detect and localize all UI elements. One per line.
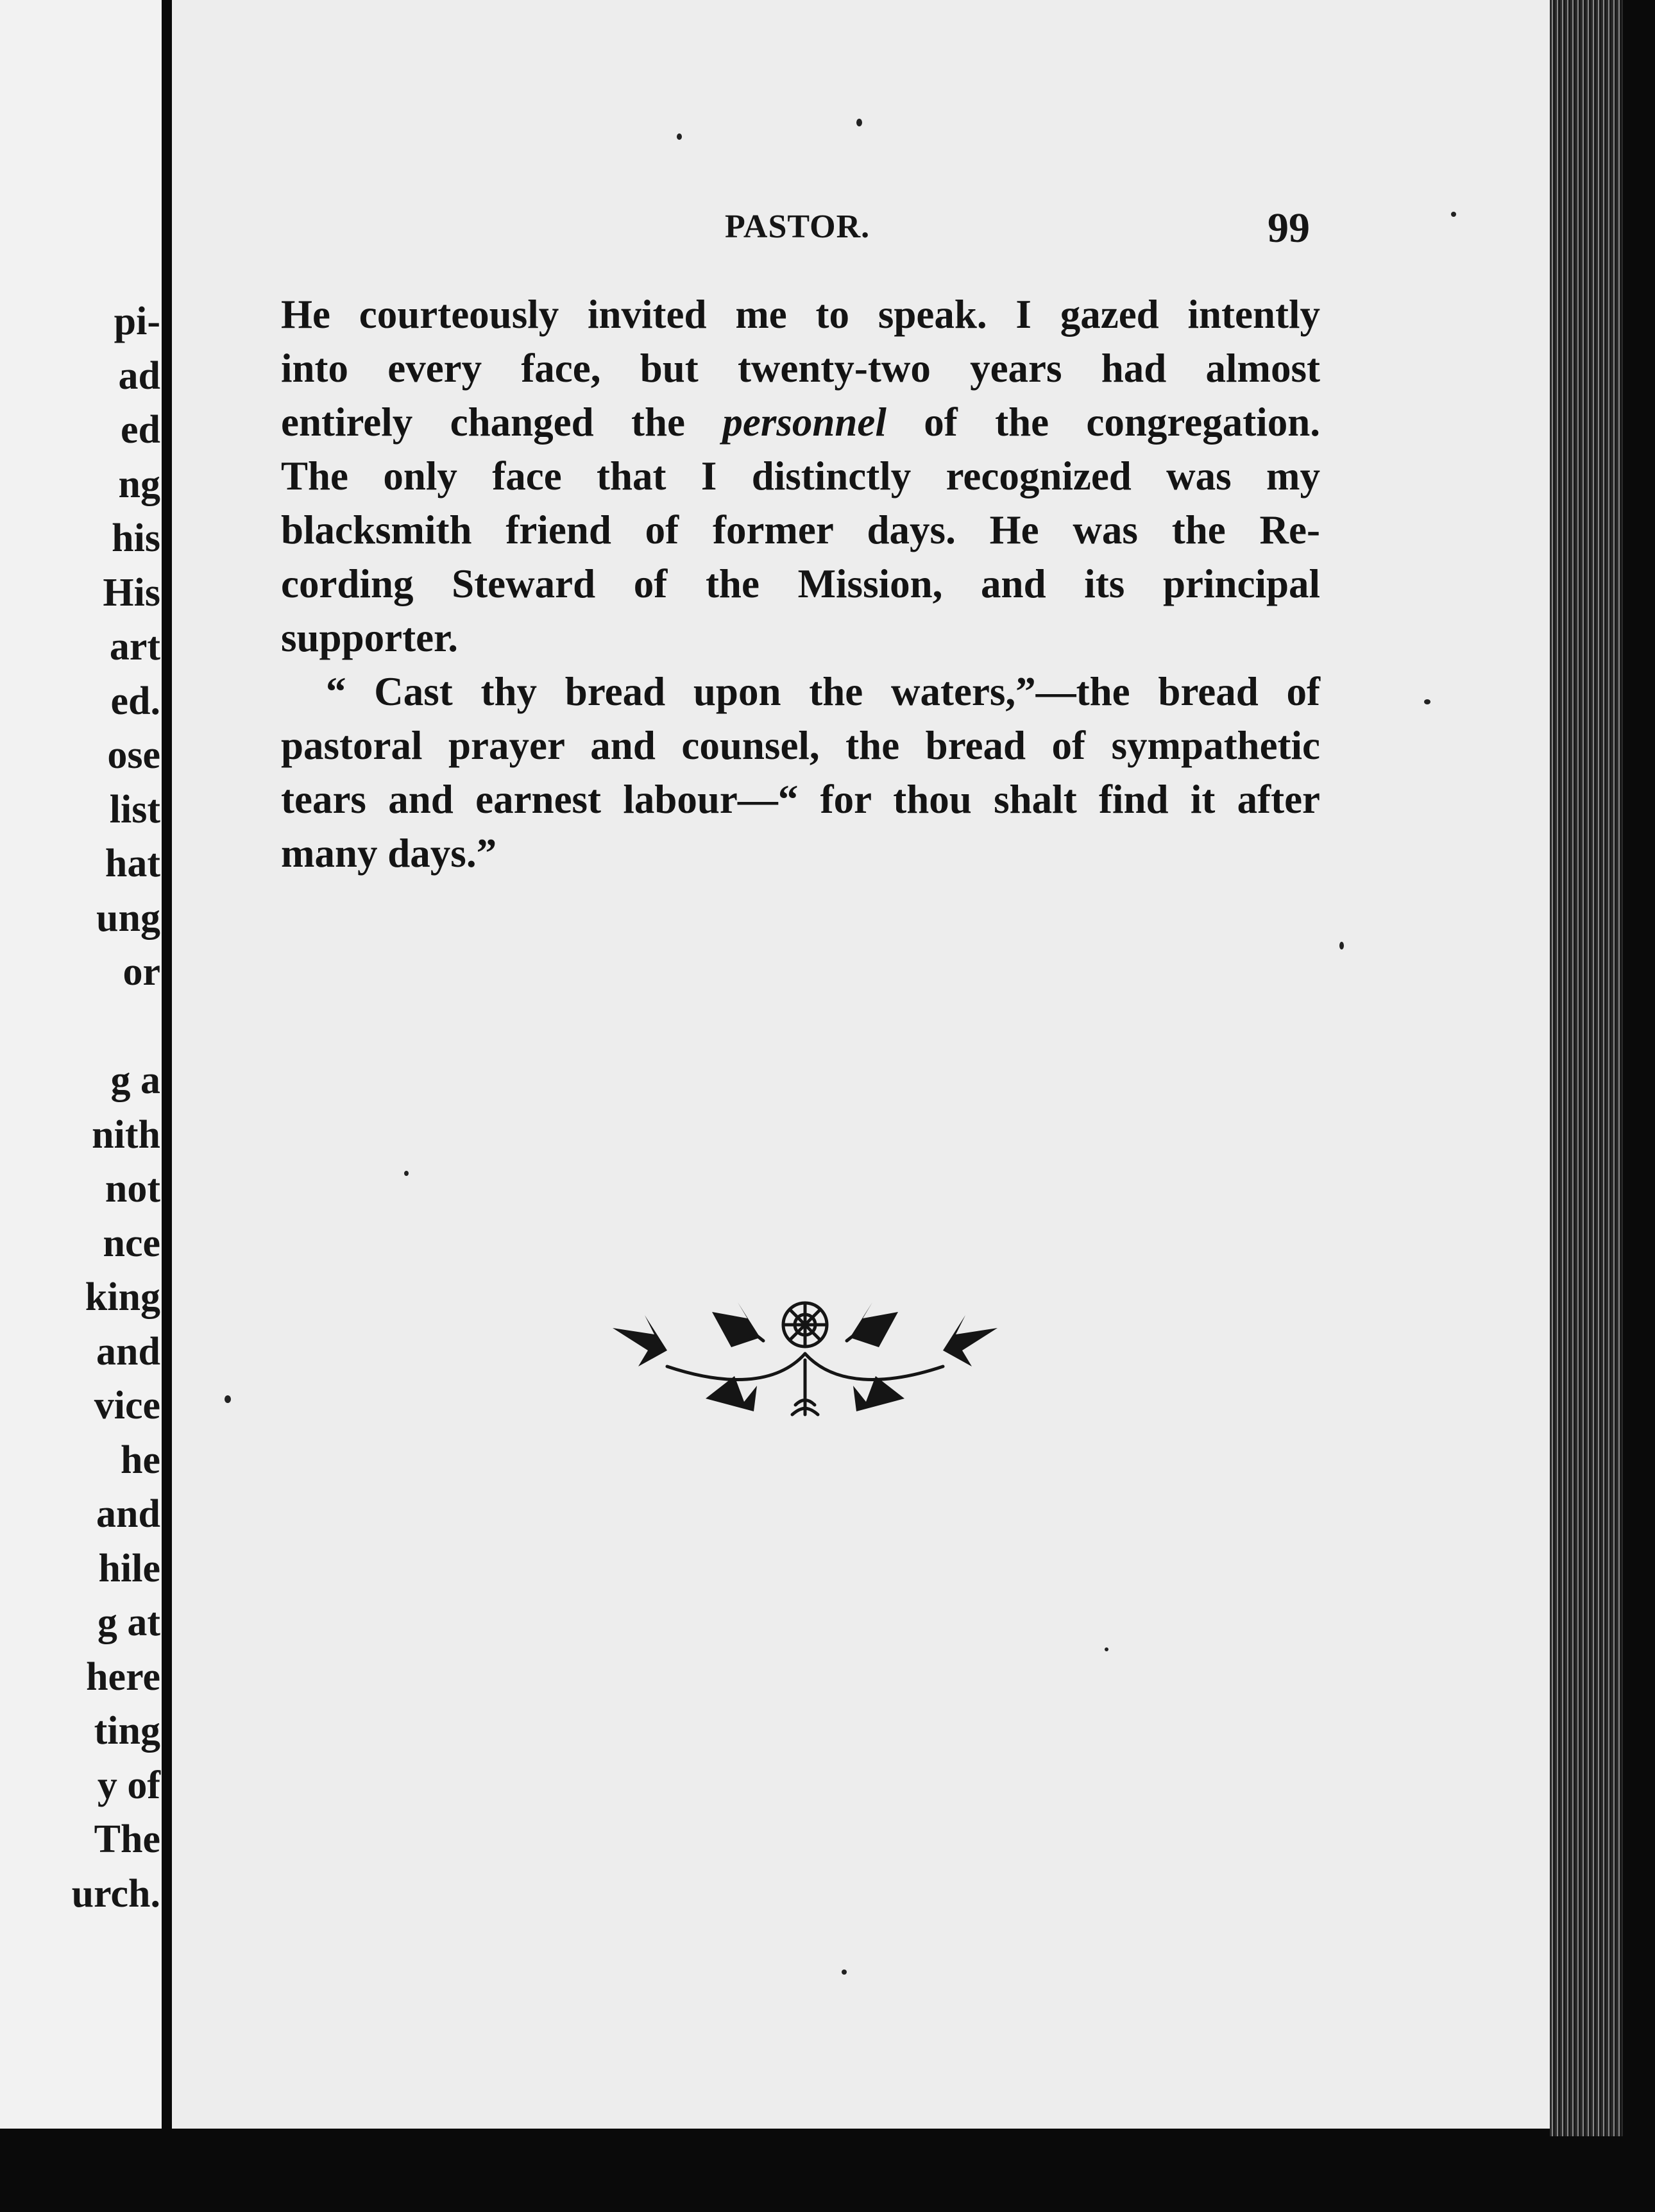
left-page-fragment: king	[85, 1275, 160, 1319]
left-page-fragment: pi-	[114, 300, 160, 343]
left-page-fragment: list	[109, 787, 160, 831]
text-line: The only face that I distinctly recognized was my	[281, 454, 1320, 498]
page-number: 99	[1268, 205, 1310, 251]
text-line: cording Steward of the Mission, and its principal	[281, 561, 1320, 606]
text-line: supporter.	[281, 615, 458, 660]
text-line	[281, 395, 1320, 449]
left-page-fragment: and	[96, 1329, 160, 1374]
left-page-fragment: he	[121, 1438, 160, 1482]
left-page-fragment: or	[123, 950, 160, 994]
left-page-fragment: vice	[94, 1384, 160, 1427]
left-page-fragment: g a	[110, 1059, 160, 1102]
floral-tailpiece-icon	[609, 1289, 1001, 1431]
scan-speck	[856, 119, 862, 126]
left-page-fragment: nith	[92, 1112, 160, 1157]
left-page-fragment: ung	[96, 896, 160, 940]
left-page-fragment: nce	[103, 1221, 160, 1265]
scan-speck	[404, 1171, 409, 1176]
text-line: “ Cast thy bread upon the waters,”—the bread of	[326, 669, 1320, 714]
left-page-fragment: ad	[118, 353, 160, 398]
left-page-fragment: urch.	[71, 1871, 160, 1916]
body-text	[281, 287, 1320, 880]
left-page-fragment: ed.	[110, 679, 160, 723]
scan-speck	[225, 1395, 231, 1403]
previous-page-edge	[0, 0, 166, 2129]
left-page-fragment: g at	[97, 1601, 160, 1644]
scan-speck	[1105, 1647, 1108, 1651]
text-line: blacksmith friend of former days. He was the Re-	[281, 507, 1320, 552]
scan-speck	[1339, 942, 1344, 949]
scan-speck	[1424, 699, 1430, 704]
left-page-fragment: here	[86, 1655, 160, 1699]
running-head: PASTOR.	[725, 208, 870, 245]
scan-speck	[1451, 212, 1456, 217]
text-fragment: of the congregation.	[886, 400, 1320, 445]
left-page-fragment: The	[94, 1817, 160, 1861]
left-page-fragment: hile	[98, 1546, 160, 1590]
left-page-fragment: his	[112, 516, 160, 560]
left-page-fragment: ting	[94, 1709, 160, 1753]
text-fragment: entirely changed the	[281, 400, 723, 445]
left-page-fragment: ose	[107, 733, 160, 777]
text-line: into every face, but twenty-two years had almost	[281, 346, 1320, 391]
left-page-fragment: ng	[118, 462, 160, 506]
left-page-fragment: hat	[105, 842, 160, 885]
text-line: He courteously invited me to speak. I gazed intently	[281, 292, 1320, 337]
left-page-fragment: His	[103, 570, 160, 615]
italic-word: personnel	[722, 400, 887, 445]
left-page-fragment: not	[105, 1167, 160, 1211]
scan-speck	[842, 1970, 847, 1975]
left-page-fragment: and	[96, 1492, 160, 1536]
left-page-fragment: art	[109, 625, 160, 668]
scan-speck	[677, 133, 682, 140]
text-line: tears and earnest labour—“ for thou shalt find it after	[281, 777, 1320, 822]
page-edges	[1550, 0, 1623, 2136]
text-line: pastoral prayer and counsel, the bread of sympathetic	[281, 723, 1320, 768]
left-page-fragment: ed	[121, 408, 160, 452]
left-page-fragment: y of	[97, 1763, 160, 1807]
text-line: many days.”	[281, 831, 497, 876]
